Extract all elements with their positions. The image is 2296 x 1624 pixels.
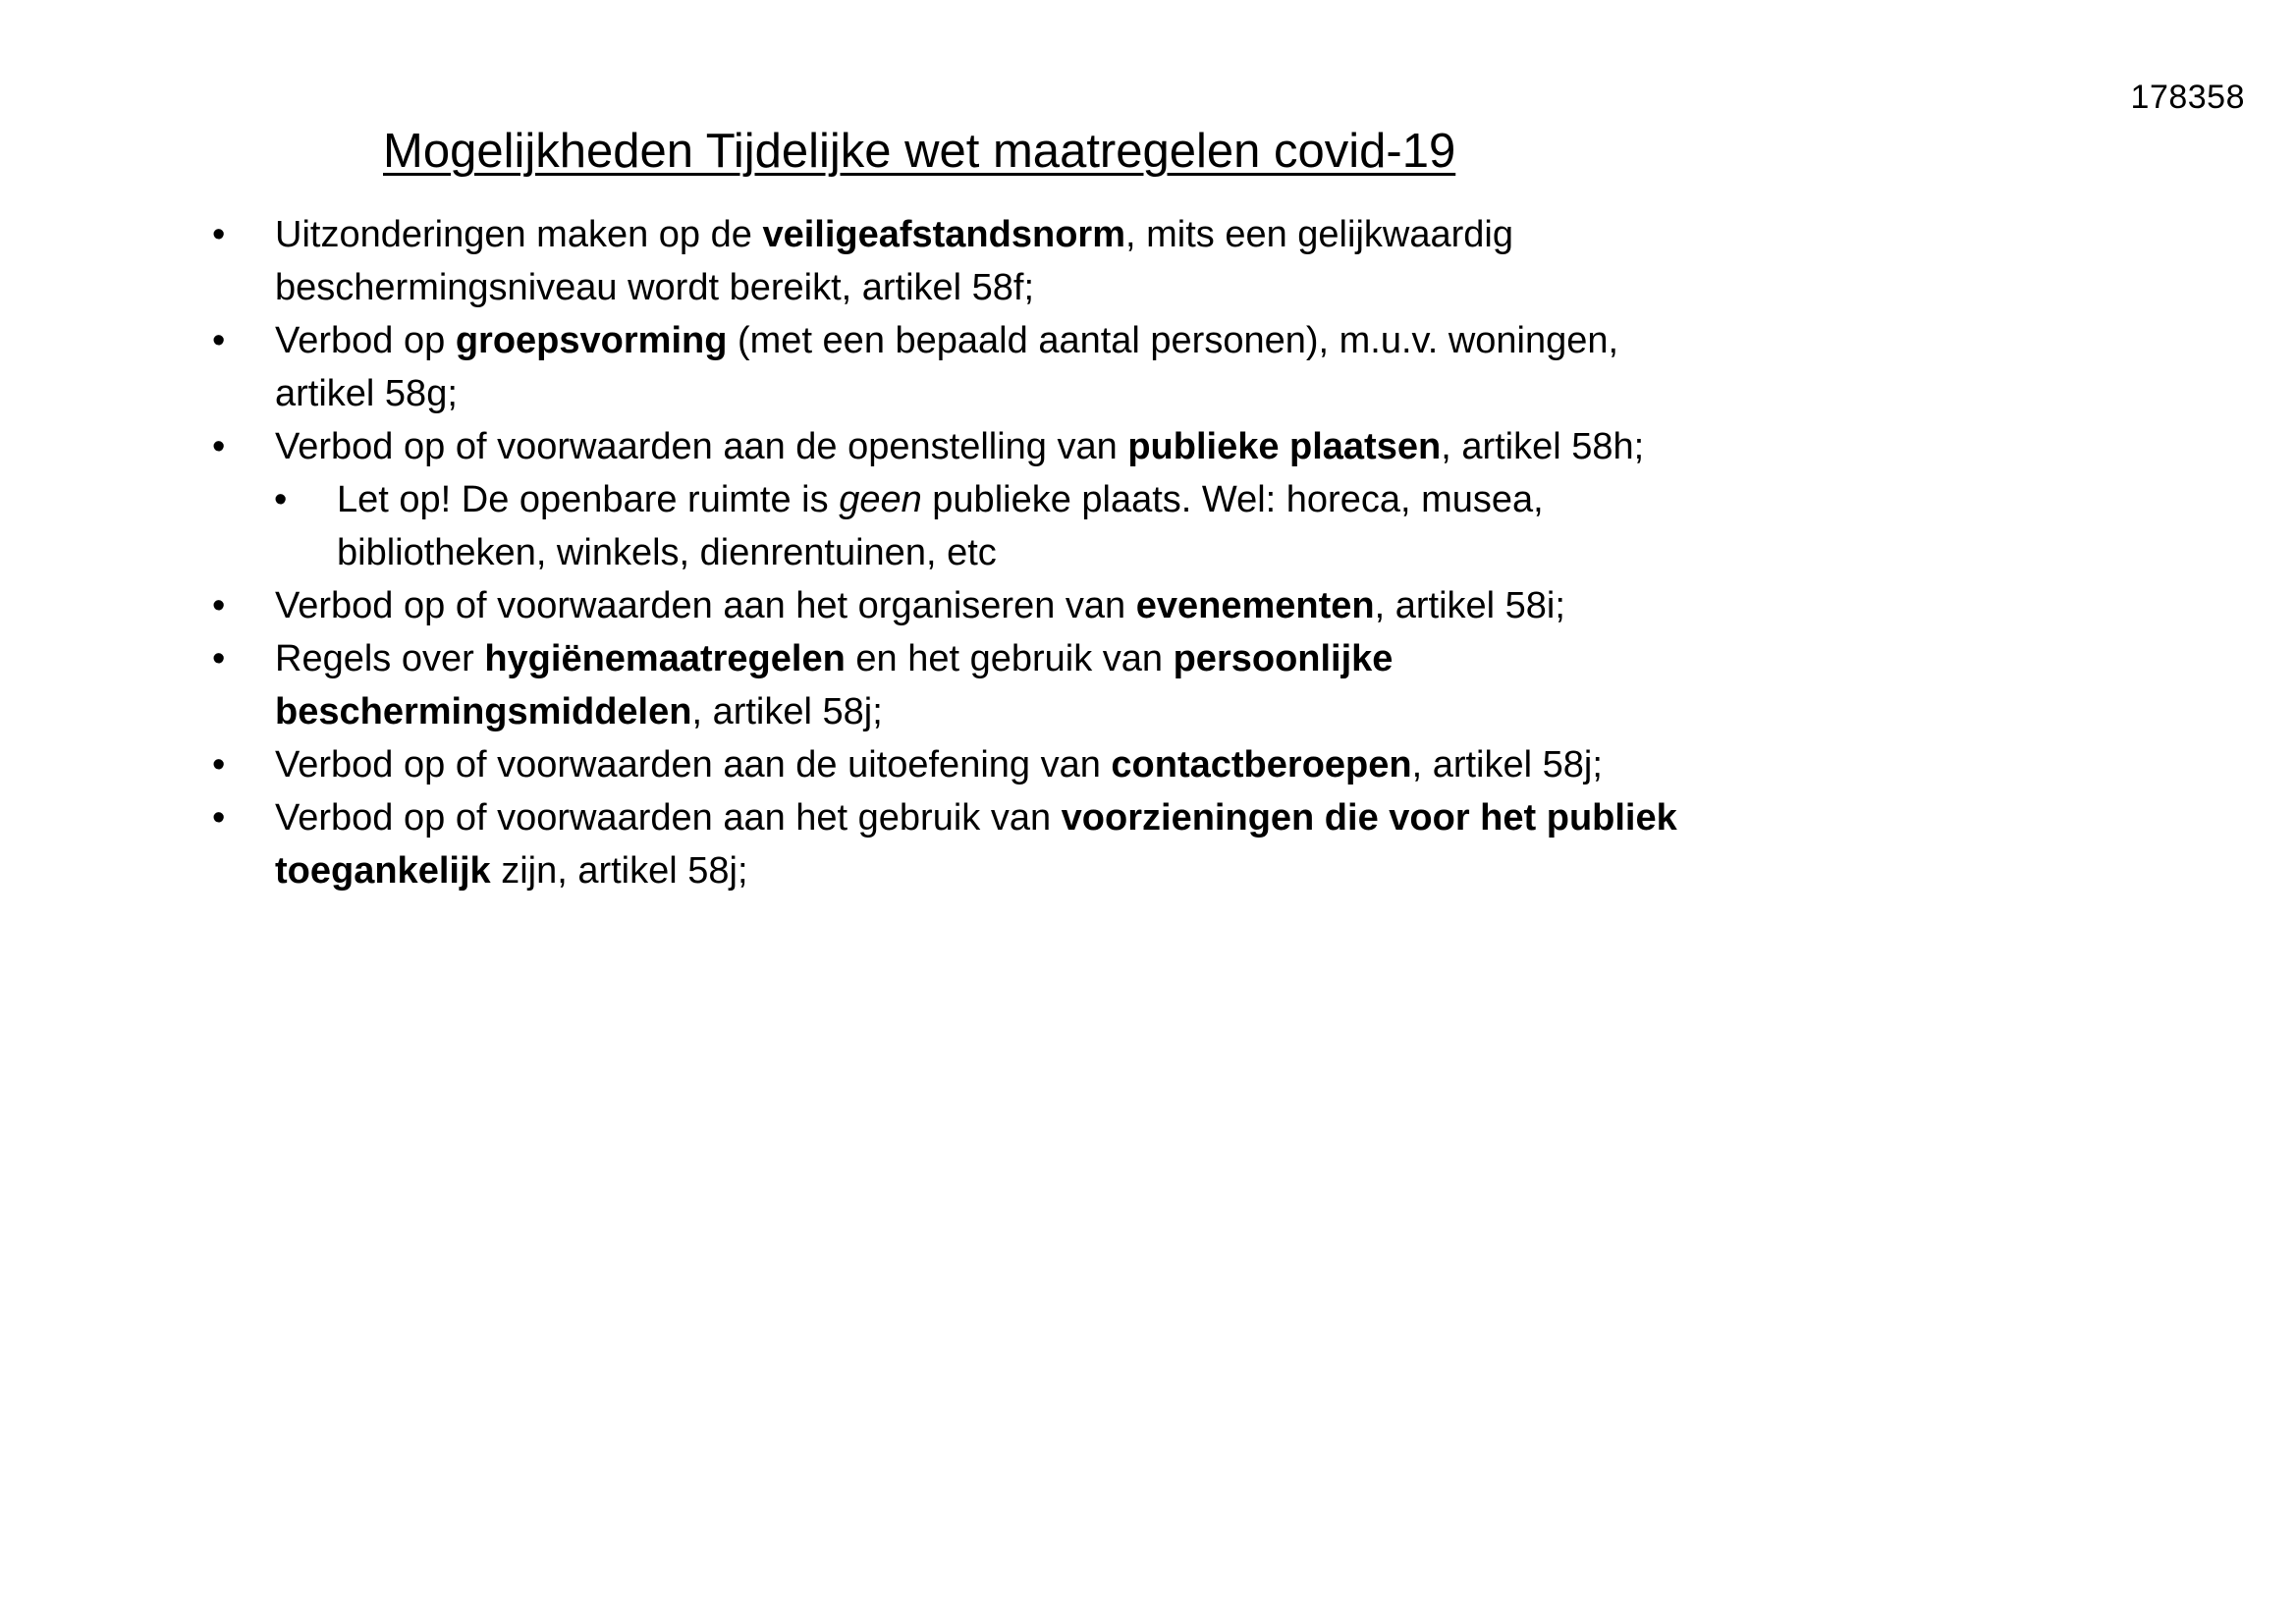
text-segment: Verbod op of voorwaarden aan het gebruik van: [275, 797, 1062, 839]
bullet-icon: •: [212, 426, 226, 467]
text-segment: , artikel 58h;: [1441, 426, 1645, 467]
list-item: [0, 208, 1689, 314]
emphasis-italic: geen: [839, 479, 922, 520]
text-segment: (met een bepaald aantal personen), m.u.v. woningen, artikel 58g;: [275, 320, 1619, 414]
text-segment: Verbod op: [275, 320, 456, 361]
text-segment: zijn, artikel 58j;: [490, 850, 748, 892]
list-item-text: [337, 479, 1544, 573]
list-item-text: [275, 797, 1677, 892]
emphasis-bold: persoonlijke beschermingsmiddelen: [275, 638, 1394, 732]
emphasis-bold: contactberoepen: [1111, 744, 1412, 785]
bullet-icon: •: [212, 214, 226, 255]
list-item-text: [275, 320, 1618, 414]
bullet-icon: •: [212, 797, 226, 839]
list-item-text: [275, 214, 1513, 308]
text-segment: Regels over: [275, 638, 485, 679]
document-number: 178358: [2130, 79, 2245, 116]
list-item-text: [275, 426, 1644, 467]
emphasis-bold: evenementen: [1135, 585, 1375, 626]
text-segment: , artikel 58j;: [1411, 744, 1603, 785]
emphasis-bold: groepsvorming: [455, 320, 728, 361]
text-segment: Verbod op of voorwaarden aan het organiseren van: [275, 585, 1136, 626]
text-segment: , artikel 58i;: [1374, 585, 1565, 626]
measures-list: [0, 208, 1728, 897]
list-item: [0, 314, 1689, 420]
text-segment: publieke plaats. Wel: horeca, musea, bibliotheken, winkels, dienrentuinen, etc: [337, 479, 1544, 573]
text-segment: Let op! De openbare ruimte is: [337, 479, 840, 520]
list-item: [0, 632, 1689, 738]
sub-list-item: [0, 473, 1689, 579]
list-item: [0, 420, 1689, 473]
bullet-icon: •: [212, 585, 226, 626]
text-segment: Verbod op of voorwaarden aan de openstelling van: [275, 426, 1128, 467]
bullet-icon: •: [212, 744, 226, 785]
text-segment: , artikel 58j;: [691, 691, 883, 732]
emphasis-bold: voorzieningen die voor het publiek toegankelijk: [275, 797, 1677, 892]
bullet-icon: •: [212, 320, 226, 361]
emphasis-bold: veiligeafstandsnorm: [762, 214, 1125, 255]
text-segment: Uitzonderingen maken op de: [275, 214, 763, 255]
list-item: [0, 579, 1689, 632]
text-segment: en het gebruik van: [845, 638, 1174, 679]
list-item-text: [275, 744, 1603, 785]
emphasis-bold: hygiënemaatregelen: [484, 638, 846, 679]
bullet-icon: •: [274, 479, 288, 520]
text-segment: , mits een gelijkwaardig beschermingsniveau wordt bereikt, artikel 58f;: [275, 214, 1513, 308]
list-item-text: [275, 585, 1565, 626]
list-item: [0, 738, 1689, 791]
list-item-text: [275, 638, 1393, 732]
document-title: Mogelijkheden Tijdelijke wet maatregelen covid-19: [383, 125, 1456, 178]
bullet-icon: •: [212, 638, 226, 679]
list-item: [0, 791, 1689, 897]
text-segment: Verbod op of voorwaarden aan de uitoefening van: [275, 744, 1112, 785]
emphasis-bold: publieke plaatsen: [1127, 426, 1442, 467]
